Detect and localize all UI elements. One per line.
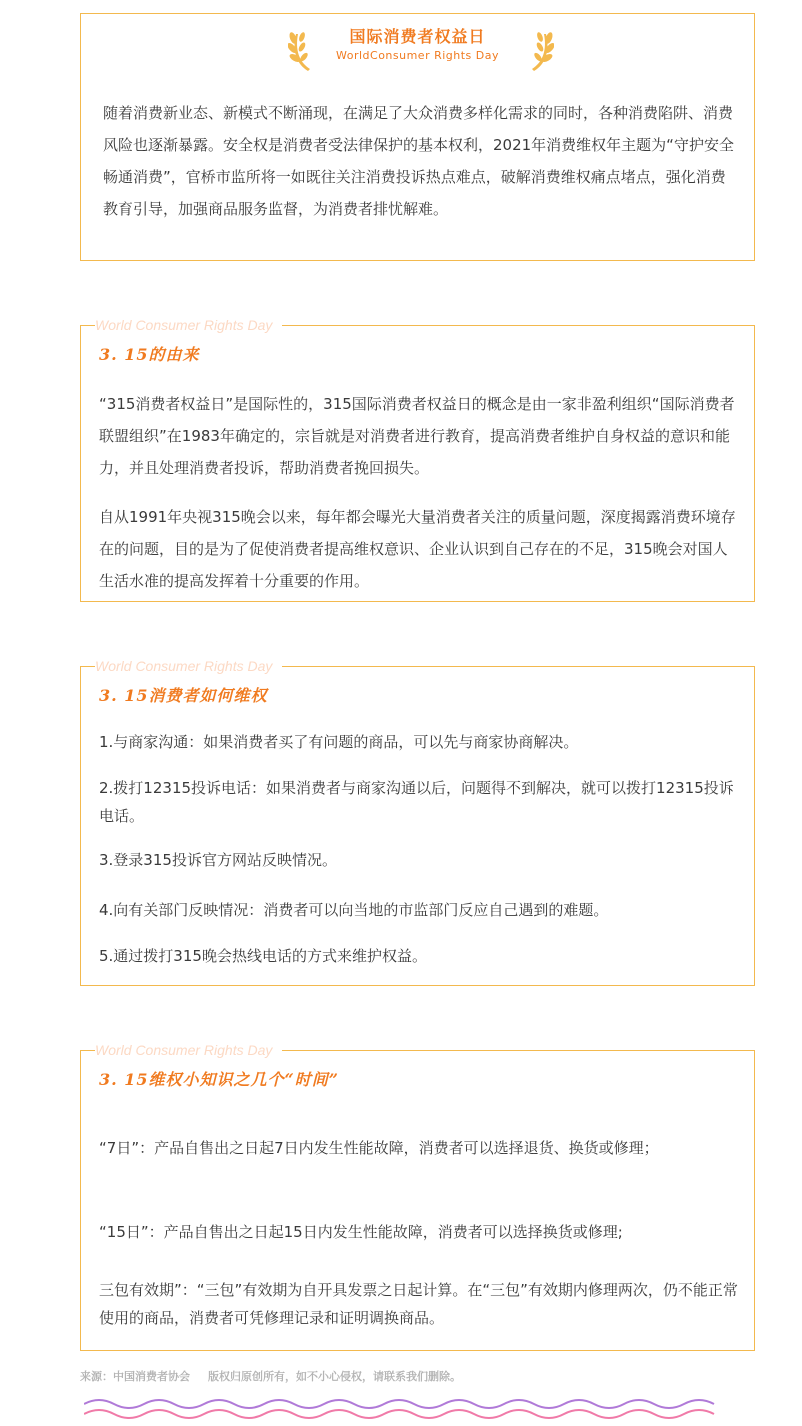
list-item: 三包有效期”：“三包”有效期为自开具发票之日起计算。在“三包”有效期内修理两次，仍不能正常使用的商品，消费者可凭修理记录和证明调换商品。 [99, 1281, 738, 1327]
list-item: 1.与商家沟通：如果消费者买了有问题的商品，可以先与商家协商解决。 [99, 733, 579, 751]
intro-header [81, 26, 754, 64]
section-tag: World Consumer Rights Day [95, 316, 282, 334]
source-text: 来源：中国消费者协会 [80, 1370, 190, 1383]
intro-paragraph: 随着消费新业态、新模式不断涌现，在满足了大众消费多样化需求的同时，各种消费陷阱、消费风险也逐渐暴露。安全权是消费者受法律保护的基本权利，2021年消费维权年主题为“守护安全 畅通消费”，官桥市监所将一如既往关注消费投诉热点难点，破解消费维权痛点堵点，强化消费教育引导，加强商品服务监督，为消费者排忧解难。 [103, 104, 734, 218]
list-item: “15日”：产品自售出之日起15日内发生性能故障，消费者可以选择换货或修理; [99, 1223, 623, 1241]
paragraph: 自从1991年央视315晚会以来，每年都会曝光大量消费者关注的质量问题，深度揭露消费环境存在的问题，目的是为了促使消费者提高维权意识、企业认识到自己存在的不足，315晚会对国人生活水准的提高发挥着十分重要的作用。 [99, 508, 736, 590]
list-item: “7日”：产品自售出之日起7日内发生性能故障，消费者可以选择退货、换货或修理； [99, 1139, 659, 1157]
section-how-to [80, 658, 755, 986]
intro-card [80, 13, 755, 261]
footer-credits [80, 1368, 461, 1384]
section-title: 3. 15维权小知识之几个“时间” [99, 1070, 339, 1089]
laurel-right-icon [528, 28, 554, 72]
section-tag: World Consumer Rights Day [95, 657, 282, 675]
list-item: 3.登录315投诉官方网站反映情况。 [99, 851, 337, 869]
section-title: 3. 15的由来 [99, 345, 200, 364]
wave-divider [84, 1394, 724, 1424]
intro-title: 国际消费者权益日 [349, 27, 486, 46]
list-item: 2.拨打12315投诉电话：如果消费者与商家沟通以后，问题得不到解决，就可以拨打12315投诉电话。 [99, 779, 734, 825]
list-item: 4.向有关部门反映情况：消费者可以向当地的市监部门反应自己遇到的难题。 [99, 901, 609, 919]
intro-subtitle: WorldConsumer Rights Day [335, 49, 500, 62]
copyright-text: 版权归原创所有，如不小心侵权，请联系我们删除。 [208, 1370, 461, 1383]
list-item: 5.通过拨打315晚会热线电话的方式来维护权益。 [99, 947, 427, 965]
section-time-knowledge [80, 1042, 755, 1351]
paragraph: “315消费者权益日”是国际性的，315国际消费者权益日的概念是由一家非盈利组织“国际消费者联盟组织”在1983年确定的，宗旨就是对消费者进行教育，提高消费者维护自身权益的意识和能力，并且处理消费者投诉，帮助消费者挽回损失。 [99, 395, 735, 477]
section-title: 3. 15消费者如何维权 [99, 686, 268, 705]
section-origin [80, 317, 755, 602]
section-tag: World Consumer Rights Day [95, 1041, 282, 1059]
